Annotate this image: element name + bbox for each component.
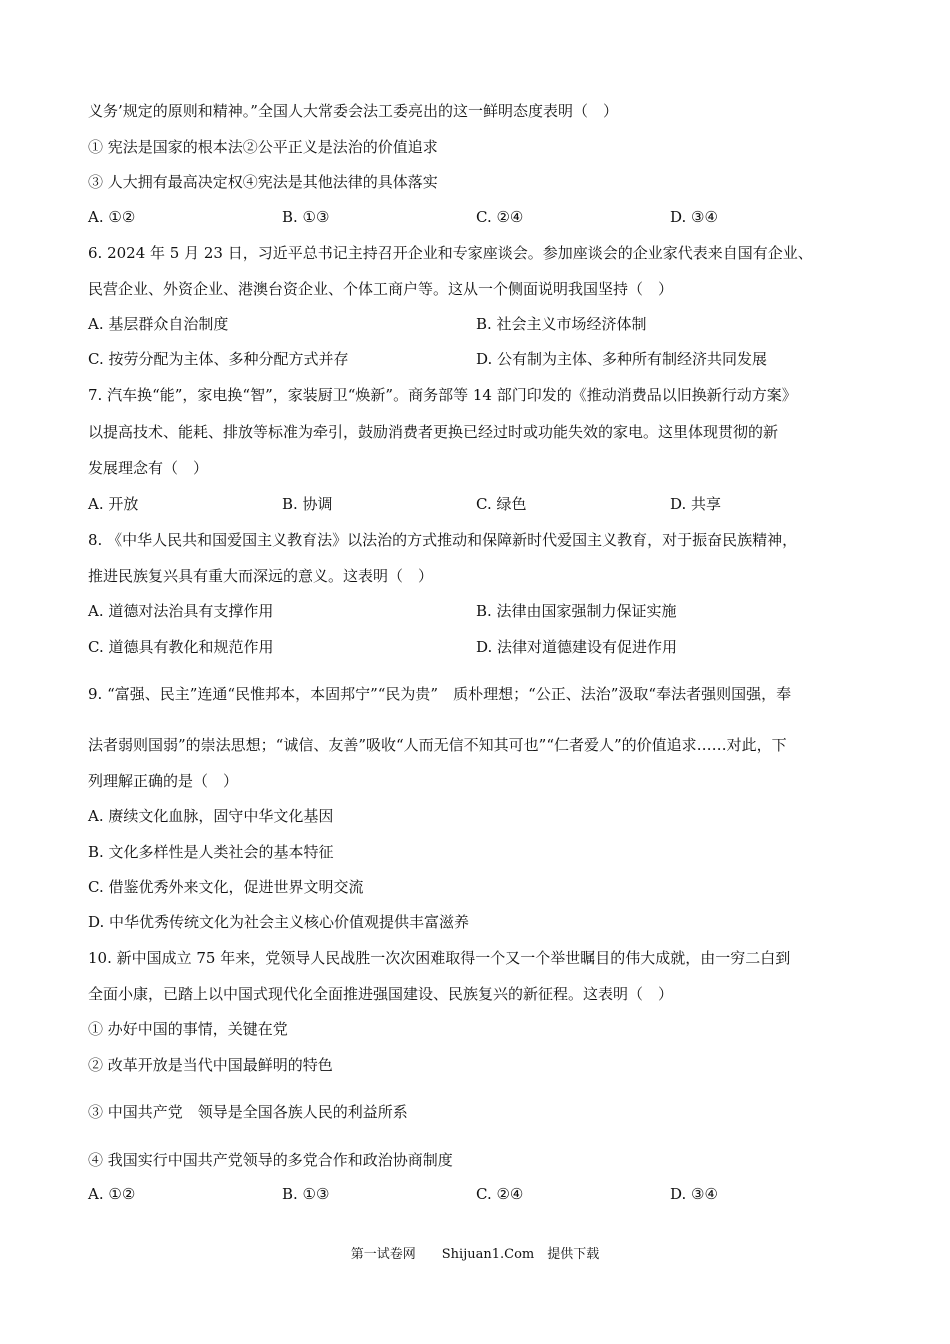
q5-option-a[interactable]: A. ①② — [88, 208, 136, 226]
q6-option-a[interactable]: A. 基层群众自治制度 — [88, 315, 229, 333]
q10-statement-3: ③ 中国共产党 领导是全国各族人民的利益所系 — [88, 1103, 408, 1121]
q10-stem-line-1: 10. 新中国成立 75 年来，党领导人民战胜一次次困难取得一个又一个举世瞩目的伟大成就，由一穷二白到 — [88, 949, 791, 967]
q5-statement-3-4: ③ 人大拥有最高决定权④宪法是其他法律的具体落实 — [88, 173, 438, 191]
q7-stem-line-3: 发展理念有（ ） — [88, 459, 209, 477]
q8-stem-line-2: 推进民族复兴具有重大而深远的意义。这表明（ ） — [88, 567, 434, 585]
q6-option-d[interactable]: D. 公有制为主体、多种所有制经济共同发展 — [476, 350, 768, 368]
q10-statement-1: ① 办好中国的事情，关键在党 — [88, 1020, 288, 1038]
q7-option-c[interactable]: C. 绿色 — [476, 495, 527, 513]
q9-stem-line-1: 9. “富强、民主”连通“民惟邦本，本固邦宁”“民为贵” 质朴理想；“公正、法治”汲取“奉法者强则国强，奉 — [88, 685, 792, 703]
q9-option-c[interactable]: C. 借鉴优秀外来文化，促进世界文明交流 — [88, 878, 364, 896]
page-footer: 第一试卷网 Shijuan1.Com 提供下载 — [350, 1247, 600, 1262]
q8-option-a[interactable]: A. 道德对法治具有支撑作用 — [88, 602, 274, 620]
q10-statement-2: ② 改革开放是当代中国最鲜明的特色 — [88, 1056, 333, 1074]
q9-stem-line-2: 法者弱则国弱”的崇法思想；“诚信、友善”吸收“人而无信不知其可也”“仁者爱人”的价值追求……对此，下 — [88, 736, 787, 754]
q10-option-a[interactable]: A. ①② — [88, 1185, 136, 1203]
q9-option-d[interactable]: D. 中华优秀传统文化为社会主义核心价值观提供丰富滋养 — [88, 913, 470, 931]
q7-option-d[interactable]: D. 共享 — [670, 495, 722, 513]
q10-option-c[interactable]: C. ②④ — [476, 1185, 524, 1203]
q7-option-a[interactable]: A. 开放 — [88, 495, 139, 513]
q5-option-c[interactable]: C. ②④ — [476, 208, 524, 226]
q10-statement-4: ④ 我国实行中国共产党领导的多党合作和政治协商制度 — [88, 1151, 453, 1169]
q10-stem-line-2: 全面小康，已踏上以中国式现代化全面推进强国建设、民族复兴的新征程。这表明（ ） — [88, 985, 674, 1003]
q6-option-b[interactable]: B. 社会主义市场经济体制 — [476, 315, 647, 333]
q7-stem-line-2: 以提高技术、能耗、排放等标准为牵引，鼓励消费者更换已经过时或功能失效的家电。这里体现贯彻的新 — [88, 423, 779, 441]
q8-option-d[interactable]: D. 法律对道德建设有促进作用 — [476, 638, 678, 656]
q5-stem-line: 义务’规定的原则和精神。”全国人大常委会法工委亮出的这一鲜明态度表明（ ） — [88, 102, 618, 120]
q5-option-d[interactable]: D. ③④ — [670, 208, 718, 226]
q10-option-b[interactable]: B. ①③ — [282, 1185, 330, 1203]
q6-stem-line-1: 6. 2024 年 5 月 23 日，习近平总书记主持召开企业和专家座谈会。参加座谈会的企业家代表来自国有企业、 — [88, 244, 813, 262]
q7-stem-line-1: 7. 汽车换“能”，家电换“智”，家装厨卫“焕新”。商务部等 14 部门印发的《推动消费品以旧换新行动方案》 — [88, 386, 797, 404]
q10-option-d[interactable]: D. ③④ — [670, 1185, 718, 1203]
q6-option-c[interactable]: C. 按劳分配为主体、多种分配方式并存 — [88, 350, 349, 368]
q9-option-b[interactable]: B. 文化多样性是人类社会的基本特征 — [88, 843, 334, 861]
q5-option-b[interactable]: B. ①③ — [282, 208, 330, 226]
q9-option-a[interactable]: A. 赓续文化血脉，固守中华文化基因 — [88, 807, 334, 825]
q9-stem-line-3: 列理解正确的是（ ） — [88, 772, 239, 790]
q8-option-b[interactable]: B. 法律由国家强制力保证实施 — [476, 602, 677, 620]
q8-option-c[interactable]: C. 道德具有教化和规范作用 — [88, 638, 274, 656]
q8-stem-line-1: 8. 《中华人民共和国爱国主义教育法》以法治的方式推动和保障新时代爱国主义教育，对于振奋民族精神， — [88, 531, 798, 549]
q6-stem-line-2: 民营企业、外资企业、港澳台资企业、个体工商户等。这从一个侧面说明我国坚持（ ） — [88, 280, 674, 298]
q5-statement-1-2: ① 宪法是国家的根本法②公平正义是法治的价值追求 — [88, 138, 438, 156]
q7-option-b[interactable]: B. 协调 — [282, 495, 333, 513]
